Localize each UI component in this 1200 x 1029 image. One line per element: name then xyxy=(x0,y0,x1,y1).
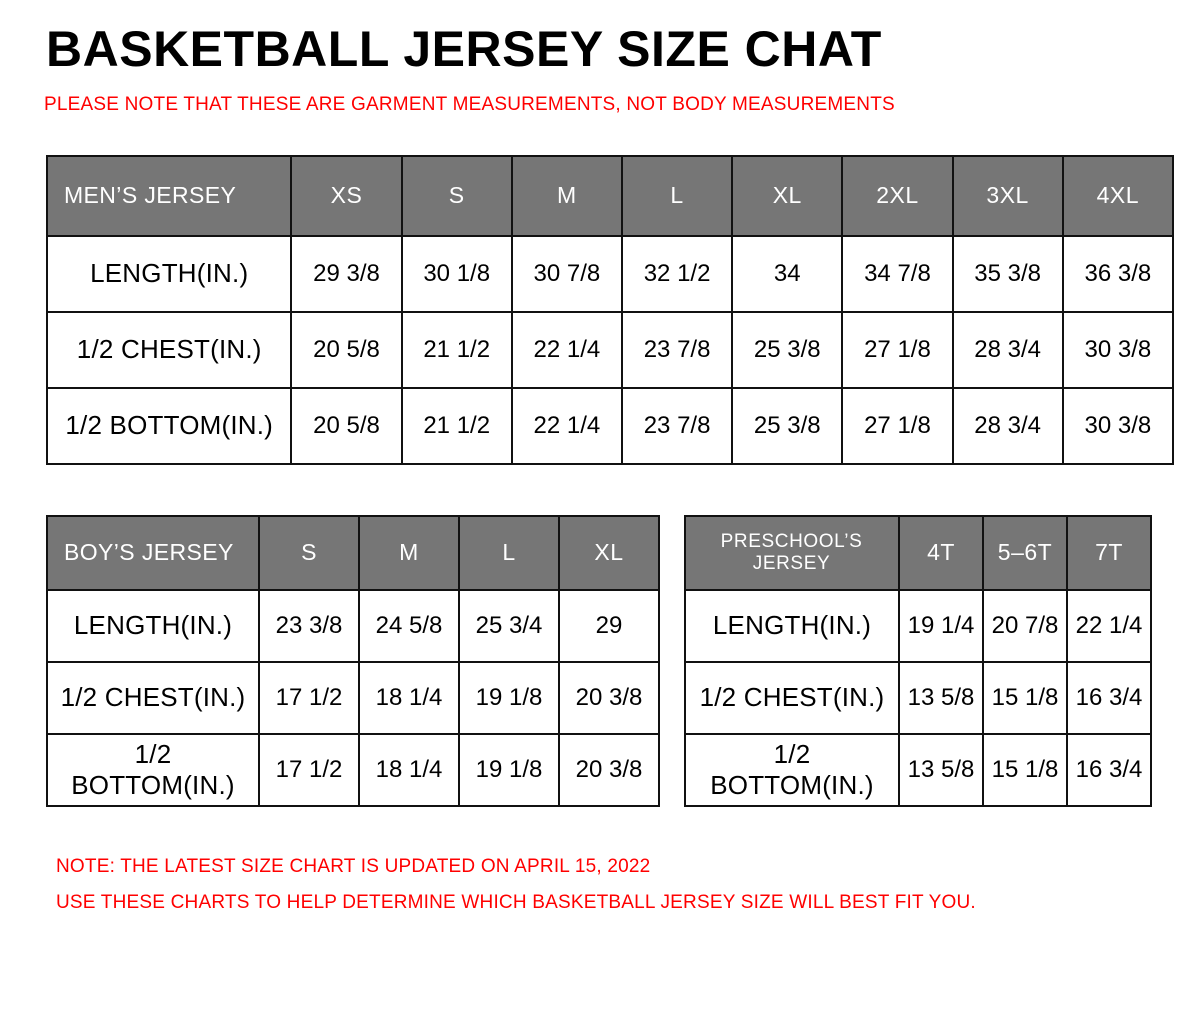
table-cell: 23 7/8 xyxy=(622,312,732,388)
column-header: XL xyxy=(732,156,842,236)
table-cell: 20 7/8 xyxy=(983,590,1067,662)
usage-note: USE THESE CHARTS TO HELP DETERMINE WHICH BASKETBALL JERSEY SIZE WILL BEST FIT YOU. xyxy=(56,891,976,913)
row-label: 1/2 BOTTOM(IN.) xyxy=(47,734,259,806)
column-header: BOY’S JERSEY xyxy=(47,516,259,590)
mens-jersey-size-table xyxy=(46,155,1174,465)
table-cell: 21 1/2 xyxy=(402,312,512,388)
update-note: NOTE: THE LATEST SIZE CHART IS UPDATED ON APRIL 15, 2022 xyxy=(56,855,651,877)
column-header: 5–6T xyxy=(983,516,1067,590)
table-header-row xyxy=(685,516,1151,590)
table-cell: 18 1/4 xyxy=(359,734,459,806)
table-cell: 34 7/8 xyxy=(842,236,952,312)
table-cell: 30 1/8 xyxy=(402,236,512,312)
table-cell: 27 1/8 xyxy=(842,388,952,464)
page-title: BASKETBALL JERSEY SIZE CHAT xyxy=(46,21,882,77)
table-cell: 20 5/8 xyxy=(291,312,401,388)
row-label: 1/2 CHEST(IN.) xyxy=(47,662,259,734)
table-cell: 16 3/4 xyxy=(1067,662,1151,734)
row-label: LENGTH(IN.) xyxy=(685,590,899,662)
table-cell: 27 1/8 xyxy=(842,312,952,388)
column-header: S xyxy=(402,156,512,236)
column-header: XS xyxy=(291,156,401,236)
row-label: 1/2 BOTTOM(IN.) xyxy=(47,388,291,464)
table-cell: 30 3/8 xyxy=(1063,388,1173,464)
lower-tables-row xyxy=(46,515,1176,807)
row-label: LENGTH(IN.) xyxy=(47,236,291,312)
table-header-row xyxy=(47,156,1173,236)
table-row xyxy=(47,662,659,734)
column-header: L xyxy=(622,156,732,236)
table-cell: 19 1/4 xyxy=(899,590,983,662)
column-header: MEN’S JERSEY xyxy=(47,156,291,236)
table-cell: 22 1/4 xyxy=(1067,590,1151,662)
table-row xyxy=(47,734,659,806)
column-header: 4T xyxy=(899,516,983,590)
column-header: XL xyxy=(559,516,659,590)
table-cell: 29 3/8 xyxy=(291,236,401,312)
table-cell: 17 1/2 xyxy=(259,662,359,734)
row-label: 1/2 BOTTOM(IN.) xyxy=(685,734,899,806)
size-chart-page xyxy=(0,22,1200,1029)
table-cell: 18 1/4 xyxy=(359,662,459,734)
row-label: 1/2 CHEST(IN.) xyxy=(47,312,291,388)
column-header: 4XL xyxy=(1063,156,1173,236)
table-cell: 30 3/8 xyxy=(1063,312,1173,388)
row-label: LENGTH(IN.) xyxy=(47,590,259,662)
column-header: L xyxy=(459,516,559,590)
table-cell: 19 1/8 xyxy=(459,734,559,806)
table-cell: 25 3/8 xyxy=(732,312,842,388)
table-cell: 25 3/4 xyxy=(459,590,559,662)
table-cell: 36 3/8 xyxy=(1063,236,1173,312)
column-header: 3XL xyxy=(953,156,1063,236)
table-cell: 15 1/8 xyxy=(983,734,1067,806)
column-header: M xyxy=(359,516,459,590)
table-cell: 32 1/2 xyxy=(622,236,732,312)
row-label: 1/2 CHEST(IN.) xyxy=(685,662,899,734)
table-cell: 34 xyxy=(732,236,842,312)
table-row xyxy=(47,312,1173,388)
table-cell: 17 1/2 xyxy=(259,734,359,806)
boys-jersey-size-table xyxy=(46,515,660,807)
table-row xyxy=(685,590,1151,662)
column-header: M xyxy=(512,156,622,236)
table-cell: 28 3/4 xyxy=(953,388,1063,464)
column-header: PRESCHOOL’S JERSEY xyxy=(685,516,899,590)
table-row xyxy=(47,236,1173,312)
column-header: 2XL xyxy=(842,156,952,236)
table-cell: 35 3/8 xyxy=(953,236,1063,312)
table-row xyxy=(685,662,1151,734)
table-header-row xyxy=(47,516,659,590)
table-cell: 19 1/8 xyxy=(459,662,559,734)
table-cell: 22 1/4 xyxy=(512,388,622,464)
table-cell: 20 3/8 xyxy=(559,662,659,734)
footer-notes xyxy=(56,849,1176,921)
table-row xyxy=(47,590,659,662)
column-header: 7T xyxy=(1067,516,1151,590)
column-header: S xyxy=(259,516,359,590)
table-cell: 13 5/8 xyxy=(899,662,983,734)
table-cell: 28 3/4 xyxy=(953,312,1063,388)
table-cell: 13 5/8 xyxy=(899,734,983,806)
table-cell: 30 7/8 xyxy=(512,236,622,312)
table-cell: 23 3/8 xyxy=(259,590,359,662)
table-cell: 20 3/8 xyxy=(559,734,659,806)
table-cell: 21 1/2 xyxy=(402,388,512,464)
table-cell: 22 1/4 xyxy=(512,312,622,388)
table-cell: 24 5/8 xyxy=(359,590,459,662)
preschool-jersey-size-table xyxy=(684,515,1152,807)
table-cell: 25 3/8 xyxy=(732,388,842,464)
table-cell: 20 5/8 xyxy=(291,388,401,464)
table-cell: 16 3/4 xyxy=(1067,734,1151,806)
table-row xyxy=(47,388,1173,464)
table-cell: 23 7/8 xyxy=(622,388,732,464)
table-row xyxy=(685,734,1151,806)
table-cell: 15 1/8 xyxy=(983,662,1067,734)
table-cell: 29 xyxy=(559,590,659,662)
garment-measurement-note: PLEASE NOTE THAT THESE ARE GARMENT MEASUREMENTS, NOT BODY MEASUREMENTS xyxy=(44,94,895,115)
